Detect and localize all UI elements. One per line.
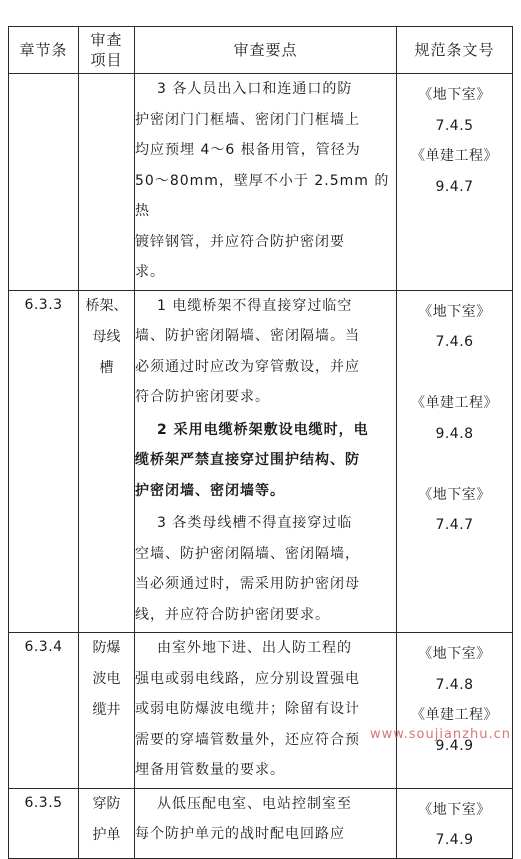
ref-number: 7.4.8 — [435, 676, 474, 693]
ref-title: 《单建工程》 — [411, 395, 498, 411]
point-paragraph — [135, 74, 396, 288]
points-cell — [135, 290, 397, 633]
points-cell — [135, 788, 397, 858]
item-line: 槽 — [99, 359, 114, 376]
ref-title: 《地下室》 — [418, 486, 491, 503]
text-line: 均应预埋 4～6 根备用管，管径为 — [135, 142, 361, 158]
ref-number: 7.4.7 — [435, 517, 474, 533]
header-item-line2: 项目 — [90, 51, 123, 69]
text-line: 求。 — [135, 264, 165, 280]
text-line: 强电或弱电线路，应分别设置强电 — [135, 670, 360, 687]
text-line: 护密闭墙、密闭墙等。 — [135, 482, 285, 499]
text-line: 当必须通过时，需采用防护密闭母 — [135, 576, 360, 592]
text-line: 墙、防护密闭隔墙、密闭隔墙。当 — [135, 328, 360, 344]
ref-number: 9.4.7 — [435, 178, 474, 195]
text-line: 由室外地下进、出人防工程的 — [157, 640, 352, 656]
item-line: 缆井 — [92, 702, 121, 718]
text-line: 必须通过时应改为穿管敷设，并应 — [135, 358, 360, 375]
section-cell: 6.3.5 — [9, 788, 79, 858]
text-line: 3 各人员出入口和连通口的防 — [157, 81, 353, 97]
section-cell: 6.3.4 — [9, 633, 79, 789]
ref-title: 《单建工程》 — [411, 148, 498, 164]
point-paragraph — [135, 508, 396, 630]
ref-title: 《地下室》 — [418, 303, 491, 320]
table-row — [9, 788, 513, 858]
text-line: 空墙、防护密闭隔墙、密闭隔墙， — [135, 545, 360, 562]
table-row — [9, 290, 513, 633]
ref-number: 7.4.9 — [435, 832, 474, 848]
header-item-line1: 审查 — [90, 31, 123, 49]
ref-number: 7.4.6 — [435, 334, 474, 350]
header-section: 章节条 — [9, 27, 79, 74]
text-line: 2 采用电缆桥架敷设电缆时，电 — [157, 421, 369, 438]
header-item — [79, 27, 135, 74]
table-row — [9, 74, 513, 291]
item-cell — [79, 74, 135, 291]
point-paragraph — [135, 633, 396, 786]
item-line: 护单 — [92, 826, 121, 843]
ref-title: 《地下室》 — [418, 646, 491, 662]
text-line: 埋备用管数量的要求。 — [135, 762, 285, 778]
text-line: 3 各类母线槽不得直接穿过临 — [157, 515, 353, 531]
ref-cell — [397, 74, 513, 291]
text-line: 需要的穿墙管数量外，还应符合预 — [135, 731, 360, 748]
points-cell — [135, 74, 397, 291]
item-line: 母线 — [92, 328, 121, 345]
text-line: 符合防护密闭要求。 — [135, 389, 270, 405]
table-header-row — [9, 27, 513, 74]
section-cell — [9, 74, 79, 291]
text-line: 缆桥架严禁直接穿过围护结构、防 — [135, 452, 360, 468]
ref-title: 《地下室》 — [418, 87, 491, 103]
header-ref: 规范条文号 — [397, 27, 513, 74]
text-line: 50～80mm，壁厚不小于 2.5mm 的热 — [135, 172, 390, 219]
ref-cell — [397, 290, 513, 633]
item-cell — [79, 633, 135, 789]
text-line: 镀锌钢管，并应符合防护密闭要 — [135, 233, 345, 250]
text-line: 护密闭门门框墙、密闭门门框墙上 — [135, 111, 360, 128]
text-line: 或弱电防爆波电缆井；除留有设计 — [135, 701, 360, 717]
watermark: www.soujianzhu.cn — [369, 727, 511, 742]
item-line: 波电 — [92, 671, 121, 687]
text-line: 从低压配电室、电站控制室至 — [157, 795, 352, 812]
ref-title: 《单建工程》 — [411, 707, 498, 723]
item-line: 穿防 — [92, 795, 121, 812]
table-row — [9, 633, 513, 789]
item-cell — [79, 788, 135, 858]
ref-number: 9.4.9 — [435, 737, 474, 754]
ref-cell — [397, 788, 513, 858]
point-paragraph — [135, 789, 396, 850]
item-line: 防爆 — [92, 640, 121, 656]
ref-number: 7.4.5 — [435, 117, 474, 134]
text-line: 线，并应符合防护密闭要求。 — [135, 606, 330, 623]
point-paragraph — [135, 291, 396, 413]
header-points: 审查要点 — [135, 27, 397, 74]
item-line: 桥架、 — [85, 297, 128, 314]
text-line: 1 电缆桥架不得直接穿过临空 — [157, 297, 353, 314]
item-cell — [79, 290, 135, 633]
point-paragraph-bold — [135, 415, 396, 507]
ref-title: 《地下室》 — [418, 801, 491, 818]
ref-number: 9.4.8 — [435, 425, 474, 442]
text-line: 每个防护单元的战时配电回路应 — [135, 826, 345, 842]
section-cell: 6.3.3 — [9, 290, 79, 633]
points-cell — [135, 633, 397, 789]
ref-cell — [397, 633, 513, 789]
